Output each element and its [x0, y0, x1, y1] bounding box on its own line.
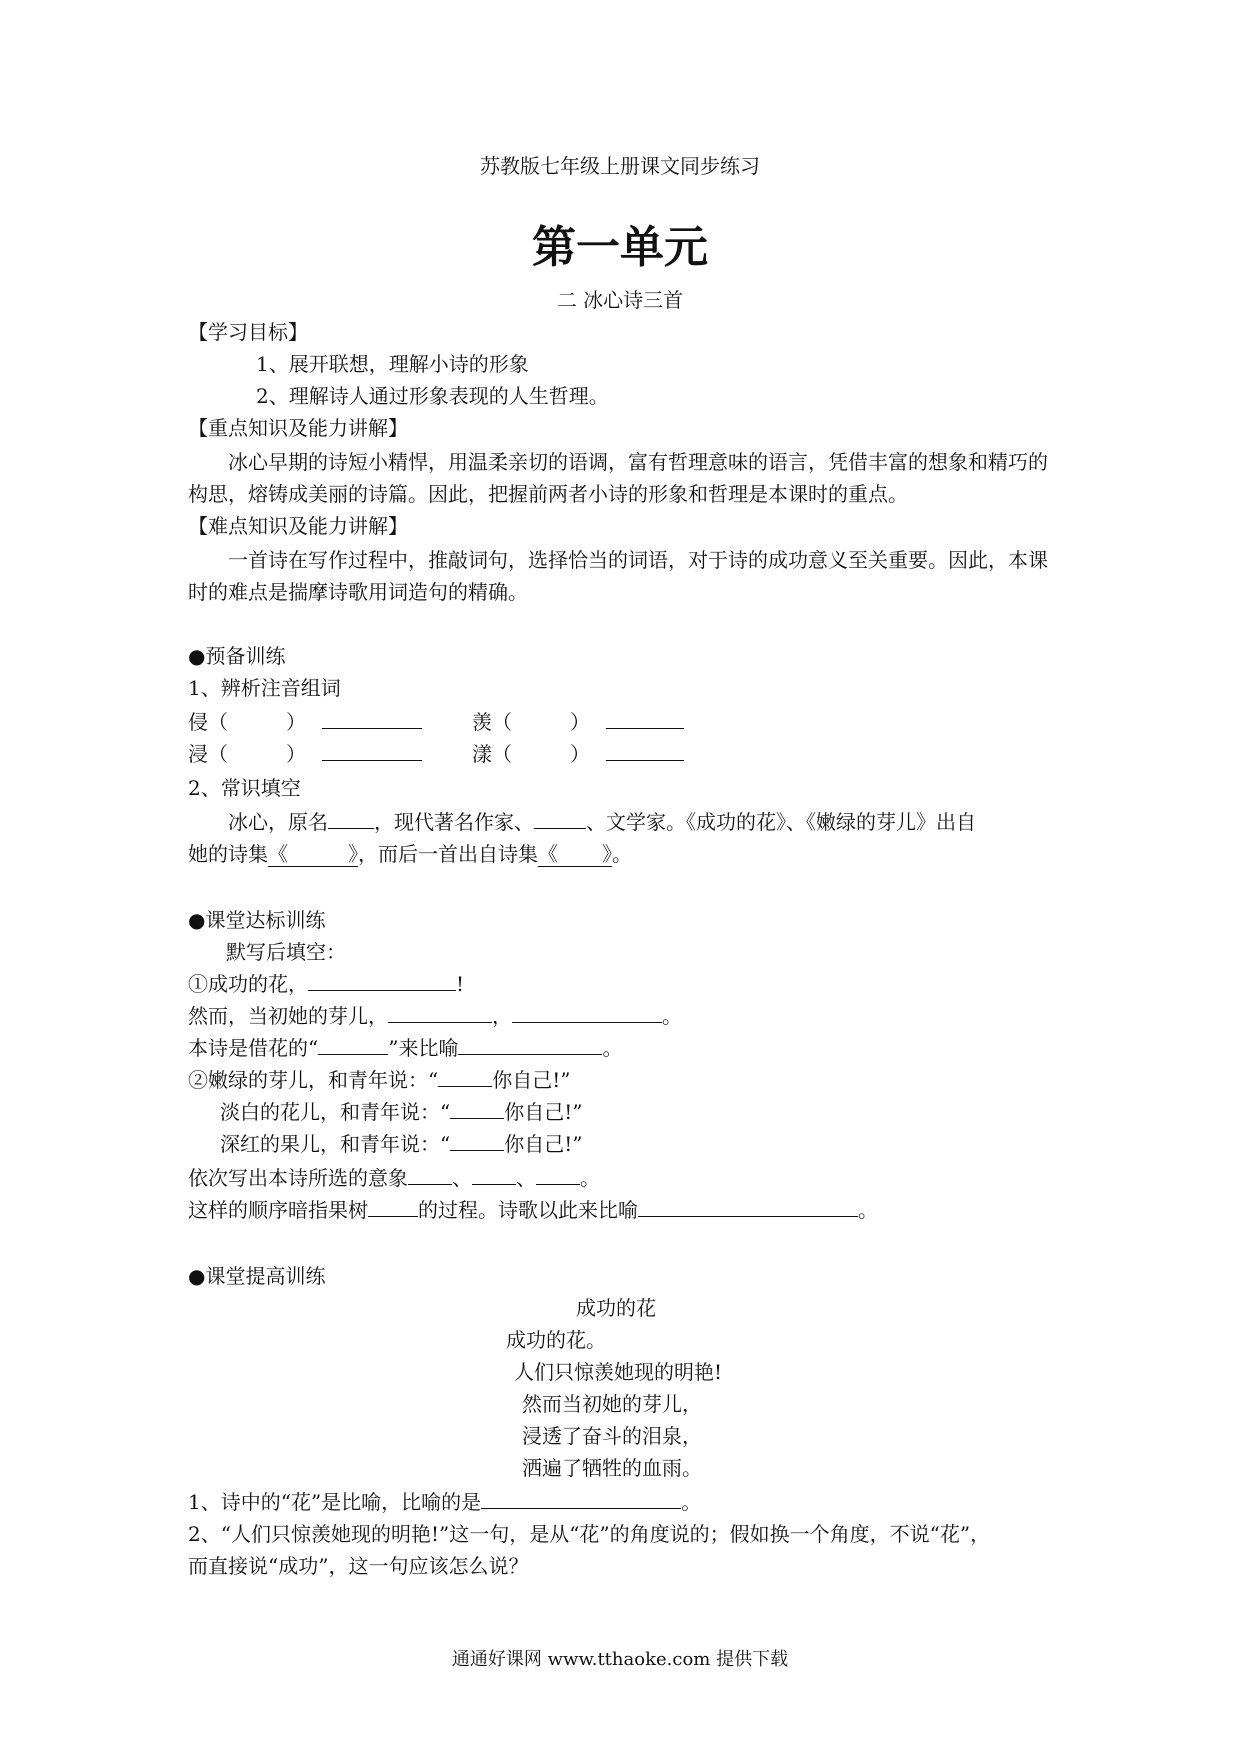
- text: 你自己!”: [504, 1100, 583, 1124]
- blank-input[interactable]: [458, 1034, 602, 1055]
- blank-input[interactable]: [472, 1164, 516, 1185]
- text: 》: [348, 842, 358, 866]
- advanced-q2-line-2: 而直接说“成功”，这一句应该怎么说？: [188, 1554, 529, 1578]
- text: 你自己!”: [492, 1068, 571, 1092]
- text: 这样的顺序暗指果树: [188, 1198, 368, 1222]
- series-title: 苏教版七年级上册课文同步练习: [480, 154, 760, 178]
- classroom-line-1: [188, 970, 464, 998]
- blank-input[interactable]: [318, 1034, 388, 1055]
- text: 、文学家。《成功的花》、《嫩绿的芽儿》出自: [586, 810, 976, 834]
- poem-line-2: 人们只惊羡她现的明艳!: [514, 1360, 723, 1384]
- pinyin-row-1-right: [472, 708, 684, 736]
- text: 。: [580, 1166, 600, 1190]
- poem-line-5: 洒遍了牺牲的血雨。: [522, 1456, 702, 1480]
- book-blank[interactable]: [268, 842, 358, 867]
- text: 依次写出本诗所选的意象: [188, 1166, 408, 1190]
- text: 。: [612, 842, 632, 866]
- blank-input[interactable]: [388, 1002, 492, 1023]
- char-jin: 浸（: [188, 742, 228, 766]
- classroom-line-2: [188, 1002, 682, 1030]
- text: ，: [492, 1004, 512, 1028]
- text: ①成功的花，: [188, 972, 308, 996]
- footer-text: 通通好课网 www.tthaoke.com 提供下载: [451, 1649, 789, 1670]
- prep-heading: ●预备训练: [188, 644, 286, 668]
- pinyin-row-2-right: [472, 740, 684, 768]
- text: 她的诗集: [188, 842, 268, 866]
- blank-input[interactable]: [308, 970, 456, 991]
- advanced-q1: [188, 1488, 701, 1516]
- text: 1、诗中的“花”是比喻，比喻的是: [188, 1490, 482, 1514]
- classroom-line-5: [220, 1098, 583, 1126]
- classroom-line-8: [188, 1196, 878, 1224]
- char-xian: 羡（: [472, 710, 512, 734]
- blank-input[interactable]: [328, 808, 374, 829]
- poem-line-4: 浸透了奋斗的泪泉，: [522, 1424, 702, 1448]
- advanced-heading: ●课堂提高训练: [188, 1264, 326, 1288]
- blank-input[interactable]: [638, 1196, 858, 1217]
- prep-q1-title: 1、辨析注音组词: [188, 676, 341, 700]
- blank-input[interactable]: [512, 1002, 662, 1023]
- text: !: [456, 972, 465, 996]
- blank-input[interactable]: [322, 740, 422, 761]
- blank-input[interactable]: [368, 1196, 418, 1217]
- text: ，而后一首出自诗集: [358, 842, 538, 866]
- text: ”来比喻: [388, 1036, 459, 1060]
- poem-line-1: 成功的花。: [506, 1328, 606, 1352]
- classroom-heading: ●课堂达标训练: [188, 908, 326, 932]
- paren-close: ）: [570, 742, 590, 766]
- text: 淡白的花儿，和青年说：“: [220, 1100, 451, 1124]
- char-qin: 侵（: [188, 710, 228, 734]
- poem-line-3: 然而当初她的芽儿，: [522, 1392, 702, 1416]
- goals-heading: 【学习目标】: [188, 320, 308, 344]
- classroom-instruction: 默写后填空：: [226, 940, 346, 964]
- goal-item-1: 1、展开联想，理解小诗的形象: [256, 352, 529, 376]
- char-yang: 漾（: [472, 742, 512, 766]
- poem-title: 成功的花: [576, 1296, 656, 1320]
- paren-close: ）: [570, 710, 590, 734]
- difficult-points-text: 一首诗在写作过程中，推敲词句，选择恰当的词语，对于诗的成功意义至关重要。因此，本课时的难点是揣摩诗歌用词造句的精确。: [188, 548, 1048, 604]
- book-blank[interactable]: [538, 842, 612, 867]
- text: 冰心，原名: [228, 810, 328, 834]
- text: 你自己!”: [504, 1132, 583, 1156]
- key-points-heading: 【重点知识及能力讲解】: [188, 416, 408, 440]
- classroom-line-3: [188, 1034, 622, 1062]
- classroom-line-7: [188, 1164, 600, 1192]
- pinyin-row-1-left: [188, 708, 422, 736]
- prep-q2-title: 2、常识填空: [188, 776, 301, 800]
- blank-input[interactable]: [408, 1164, 452, 1185]
- text: ②嫩绿的芽儿，和青年说：“: [188, 1068, 439, 1092]
- prep-q2-line-2: [188, 840, 632, 868]
- text: 。: [662, 1004, 682, 1028]
- blank-input[interactable]: [450, 1130, 504, 1151]
- difficult-points-heading: 【难点知识及能力讲解】: [188, 514, 408, 538]
- text: 。: [858, 1198, 878, 1222]
- text: 、: [516, 1166, 536, 1190]
- text: 。: [602, 1036, 623, 1060]
- paren-close: ）: [286, 710, 306, 734]
- classroom-line-4: [188, 1066, 571, 1094]
- text: 。: [681, 1490, 702, 1514]
- blank-input[interactable]: [481, 1488, 681, 1509]
- blank-input[interactable]: [534, 808, 586, 829]
- blank-input[interactable]: [606, 708, 684, 729]
- pinyin-row-2-left: [188, 740, 422, 768]
- text: 然而，当初她的芽儿，: [188, 1004, 388, 1028]
- text: 《: [538, 842, 558, 866]
- goal-item-2: 2、理解诗人通过形象表现的人生哲理。: [256, 384, 609, 408]
- classroom-line-6: [220, 1130, 583, 1158]
- text: 的过程。诗歌以此来比喻: [418, 1198, 638, 1222]
- text: ，现代著名作家、: [374, 810, 534, 834]
- key-points-text: 冰心早期的诗短小精悍，用温柔亲切的语调，富有哲理意味的语言，凭借丰富的想象和精巧的构思，熔铸成美丽的诗篇。因此，把握前两者小诗的形象和哲理是本课时的重点。: [188, 450, 1048, 506]
- prep-q2-line-1: [228, 808, 976, 836]
- lesson-title: 二 冰心诗三首: [556, 288, 684, 312]
- text: 深红的果儿，和青年说：“: [220, 1132, 451, 1156]
- text: 、: [452, 1166, 472, 1190]
- text: 本诗是借花的“: [188, 1036, 319, 1060]
- text: 》: [602, 842, 612, 866]
- unit-title: 第一单元: [532, 222, 708, 273]
- blank-input[interactable]: [322, 708, 422, 729]
- advanced-q2-line-1: 2、“人们只惊羡她现的明艳!”这一句，是从“花”的角度说的；假如换一个角度，不说“花”，: [188, 1522, 991, 1546]
- blank-input[interactable]: [536, 1164, 580, 1185]
- blank-input[interactable]: [450, 1098, 504, 1119]
- blank-input[interactable]: [438, 1066, 492, 1087]
- paren-close: ）: [286, 742, 306, 766]
- blank-input[interactable]: [606, 740, 684, 761]
- text: 《: [268, 842, 288, 866]
